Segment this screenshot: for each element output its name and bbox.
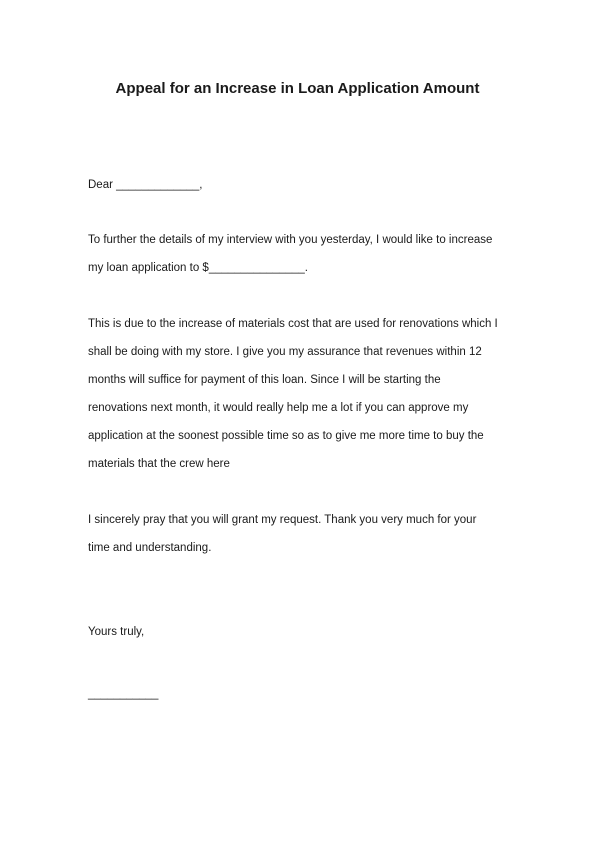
paragraph-2-line-3: months will suffice for payment of this loan. Since I will be starting the — [88, 374, 441, 386]
paragraph-2-line-2: shall be doing with my store. I give you my assurance that revenues within 12 — [88, 346, 482, 358]
closing: Yours truly, — [88, 626, 145, 638]
letter-title: Appeal for an Increase in Loan Application Amount — [115, 80, 480, 97]
paragraph-1-line-1: To further the details of my interview with you yesterday, I would like to increase — [88, 234, 493, 246]
paragraph-2-line-6: materials that the crew here — [88, 458, 230, 470]
paragraph-3-line-1: I sincerely pray that you will grant my request. Thank you very much for your — [88, 514, 477, 526]
paragraph-2-line-1: This is due to the increase of materials cost that are used for renovations which I — [88, 318, 498, 330]
paragraph-2-line-5: application at the soonest possible time so as to give me more time to buy the — [88, 430, 484, 442]
paragraph-1-line-2: my loan application to $_______________. — [88, 262, 308, 274]
paragraph-2-line-4: renovations next month, it would really help me a lot if you can approve my — [88, 402, 469, 414]
paragraph-3-line-2: time and understanding. — [88, 542, 212, 554]
salutation: Dear _____________, — [88, 179, 203, 191]
signature-line: ___________ — [88, 688, 159, 700]
